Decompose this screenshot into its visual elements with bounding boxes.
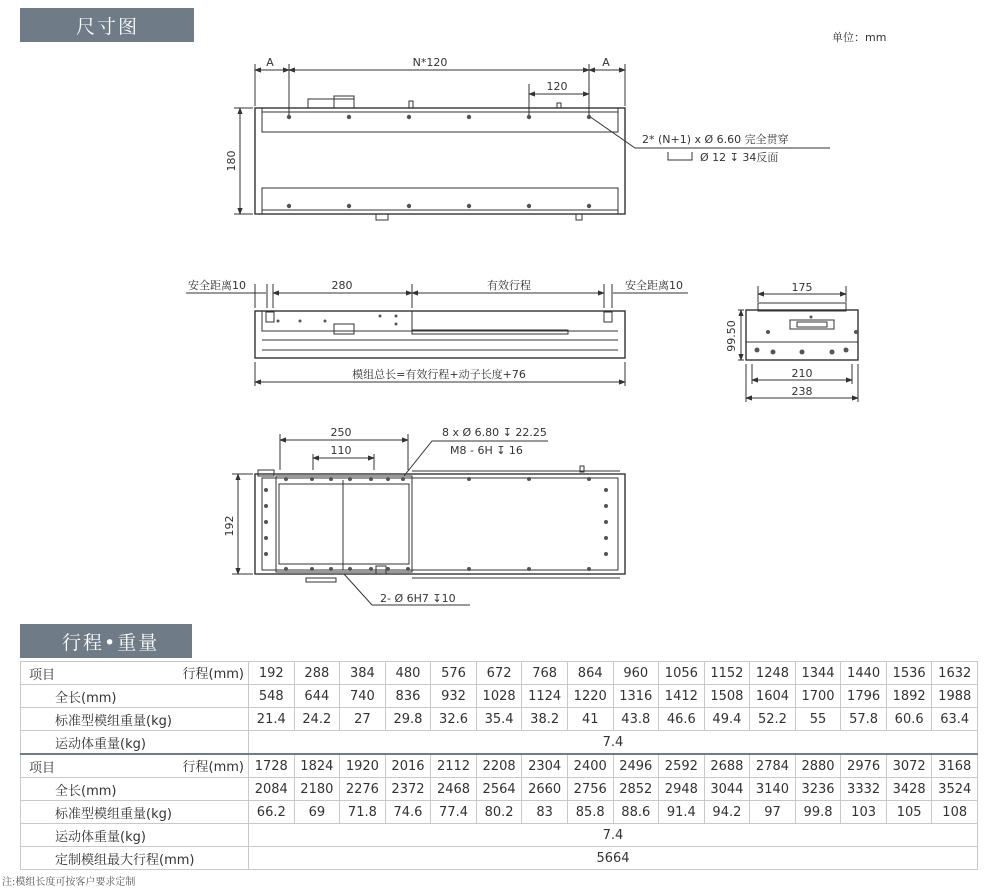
dim-pitch: 120 <box>546 80 568 93</box>
value-cell: 1220 <box>567 685 613 708</box>
row-label: 标准型模组重量(kg) <box>21 801 249 824</box>
row-label: 标准型模组重量(kg) <box>21 708 249 731</box>
row-label: 定制模组最大行程(mm) <box>21 847 249 870</box>
stroke-cell: 2592 <box>659 754 705 778</box>
value-cell: 91.4 <box>659 801 705 824</box>
value-cell: 1028 <box>476 685 522 708</box>
stroke-cell: 672 <box>476 662 522 685</box>
stroke-cell: 1632 <box>932 662 978 685</box>
value-cell: 41 <box>567 708 613 731</box>
value-cell: 60.6 <box>886 708 932 731</box>
value-cell: 2948 <box>659 778 705 801</box>
stroke-cell: 192 <box>249 662 295 685</box>
stroke-cell: 1152 <box>704 662 750 685</box>
table-corner-cell <box>21 662 249 685</box>
value-cell: 2372 <box>385 778 431 801</box>
stroke-cell: 3168 <box>932 754 978 778</box>
row-label: 运动体重量(kg) <box>21 731 249 755</box>
span-250: 250 <box>330 426 352 439</box>
value-cell: 3044 <box>704 778 750 801</box>
value-cell: 29.8 <box>385 708 431 731</box>
dim-a-left: A <box>266 56 274 69</box>
stroke-cell: 2112 <box>431 754 477 778</box>
stroke-cell: 2208 <box>476 754 522 778</box>
table-row <box>21 824 978 847</box>
value-cell: 1796 <box>841 685 887 708</box>
value-cell: 2468 <box>431 778 477 801</box>
value-cell: 3236 <box>795 778 841 801</box>
section-header-stroke-weight: 行程•重量 <box>20 624 192 658</box>
stroke-cell: 2880 <box>795 754 841 778</box>
value-cell: 3524 <box>932 778 978 801</box>
value-cell: 66.2 <box>249 801 295 824</box>
stroke-cell: 1920 <box>340 754 386 778</box>
value-cell: 644 <box>294 685 340 708</box>
value-cell: 2660 <box>522 778 568 801</box>
stroke-cell: 2496 <box>613 754 659 778</box>
value-cell: 3428 <box>886 778 932 801</box>
carriage-length: 280 <box>331 279 353 292</box>
value-cell: 74.6 <box>385 801 431 824</box>
merged-value-cell: 7.4 <box>249 824 978 847</box>
value-cell: 94.2 <box>704 801 750 824</box>
table-row <box>21 708 978 731</box>
value-cell: 85.8 <box>567 801 613 824</box>
stroke-cell: 576 <box>431 662 477 685</box>
value-cell: 21.4 <box>249 708 295 731</box>
hole-callout-1: 2* (N+1) x Ø 6.60 完全贯穿 <box>642 133 789 146</box>
stroke-cell: 1344 <box>795 662 841 685</box>
stroke-cell: 2400 <box>567 754 613 778</box>
value-cell: 97 <box>750 801 796 824</box>
table-row <box>21 801 978 824</box>
section-header-dimensions: 尺寸图 <box>20 8 194 42</box>
value-cell: 99.8 <box>795 801 841 824</box>
dim-pitch-total: N*120 <box>412 56 448 69</box>
stroke-cell: 2976 <box>841 754 887 778</box>
table-row <box>21 685 978 708</box>
stroke-cell: 1536 <box>886 662 932 685</box>
value-cell: 77.4 <box>431 801 477 824</box>
table-header-row <box>21 754 978 778</box>
stroke-cell: 288 <box>294 662 340 685</box>
value-cell: 108 <box>932 801 978 824</box>
stroke-cell: 1728 <box>249 754 295 778</box>
safety-distance-right: 安全距离10 <box>625 279 683 292</box>
value-cell: 1988 <box>932 685 978 708</box>
value-cell: 52.2 <box>750 708 796 731</box>
row-label: 全长(mm) <box>21 685 249 708</box>
value-cell: 83 <box>522 801 568 824</box>
span-110: 110 <box>330 444 352 457</box>
table-corner-cell <box>21 754 249 778</box>
value-cell: 71.8 <box>340 801 386 824</box>
table-header-row <box>21 662 978 685</box>
value-cell: 1508 <box>704 685 750 708</box>
value-cell: 3140 <box>750 778 796 801</box>
corner-item-label: 项目 <box>29 761 56 776</box>
value-cell: 2276 <box>340 778 386 801</box>
safety-distance-left: 安全距离10 <box>188 279 246 292</box>
end-width-175: 175 <box>791 281 813 294</box>
table-row <box>21 778 978 801</box>
footnote: 注:模组长度可按客户要求定制 <box>2 877 136 888</box>
stroke-weight-table <box>20 661 978 870</box>
value-cell: 2756 <box>567 778 613 801</box>
carriage-holes <box>264 477 608 571</box>
value-cell: 836 <box>385 685 431 708</box>
unit-note: 单位：mm <box>832 31 887 44</box>
value-cell: 105 <box>886 801 932 824</box>
stroke-cell: 3072 <box>886 754 932 778</box>
value-cell: 38.2 <box>522 708 568 731</box>
pin-callout: 2- Ø 6H7 ↧10 <box>380 592 456 605</box>
stroke-cell: 2688 <box>704 754 750 778</box>
value-cell: 27 <box>340 708 386 731</box>
value-cell: 32.6 <box>431 708 477 731</box>
top-view-holes <box>287 115 591 208</box>
corner-stroke-label: 行程(mm) <box>182 667 244 682</box>
stroke-cell: 1056 <box>659 662 705 685</box>
value-cell: 2180 <box>294 778 340 801</box>
dim-a-right: A <box>602 56 610 69</box>
carriage-height-192: 192 <box>223 515 236 537</box>
value-cell: 1700 <box>795 685 841 708</box>
value-cell: 35.4 <box>476 708 522 731</box>
stroke-cell: 768 <box>522 662 568 685</box>
stroke-cell: 1440 <box>841 662 887 685</box>
value-cell: 103 <box>841 801 887 824</box>
end-width-238: 238 <box>791 385 813 398</box>
effective-stroke: 有效行程 <box>487 279 531 292</box>
value-cell: 740 <box>340 685 386 708</box>
value-cell: 24.2 <box>294 708 340 731</box>
value-cell: 2564 <box>476 778 522 801</box>
value-cell: 1316 <box>613 685 659 708</box>
value-cell: 57.8 <box>841 708 887 731</box>
stroke-cell: 1824 <box>294 754 340 778</box>
value-cell: 43.8 <box>613 708 659 731</box>
value-cell: 3332 <box>841 778 887 801</box>
value-cell: 1124 <box>522 685 568 708</box>
hole-callout-2: Ø 12 ↧ 34反面 <box>700 151 779 164</box>
value-cell: 69 <box>294 801 340 824</box>
value-cell: 1892 <box>886 685 932 708</box>
value-cell: 1604 <box>750 685 796 708</box>
row-label: 全长(mm) <box>21 778 249 801</box>
corner-stroke-label: 行程(mm) <box>182 760 244 775</box>
dim-height-180: 180 <box>225 150 238 172</box>
stroke-cell: 2304 <box>522 754 568 778</box>
value-cell: 55 <box>795 708 841 731</box>
value-cell: 88.6 <box>613 801 659 824</box>
stroke-cell: 384 <box>340 662 386 685</box>
value-cell: 49.4 <box>704 708 750 731</box>
value-cell: 2852 <box>613 778 659 801</box>
stroke-cell: 1248 <box>750 662 796 685</box>
value-cell: 46.6 <box>659 708 705 731</box>
table-row <box>21 847 978 870</box>
merged-value-cell: 5664 <box>249 847 978 870</box>
carriage-callout-1: 8 x Ø 6.80 ↧ 22.25 <box>442 426 547 439</box>
value-cell: 548 <box>249 685 295 708</box>
value-cell: 932 <box>431 685 477 708</box>
value-cell: 63.4 <box>932 708 978 731</box>
carriage-callout-2: M8 - 6H ↧ 16 <box>450 444 523 457</box>
end-height: 99.50 <box>725 320 738 352</box>
stroke-cell: 2016 <box>385 754 431 778</box>
stroke-cell: 480 <box>385 662 431 685</box>
table-row <box>21 731 978 755</box>
carriage-view <box>232 434 625 605</box>
value-cell: 1412 <box>659 685 705 708</box>
row-label: 运动体重量(kg) <box>21 824 249 847</box>
value-cell: 2084 <box>249 778 295 801</box>
end-width-210: 210 <box>791 367 813 380</box>
total-length-formula: 模组总长=有效行程+动子长度+76 <box>352 368 526 381</box>
merged-value-cell: 7.4 <box>249 731 978 755</box>
stroke-cell: 2784 <box>750 754 796 778</box>
corner-item-label: 项目 <box>29 668 56 683</box>
stroke-cell: 864 <box>567 662 613 685</box>
stroke-cell: 960 <box>613 662 659 685</box>
value-cell: 80.2 <box>476 801 522 824</box>
